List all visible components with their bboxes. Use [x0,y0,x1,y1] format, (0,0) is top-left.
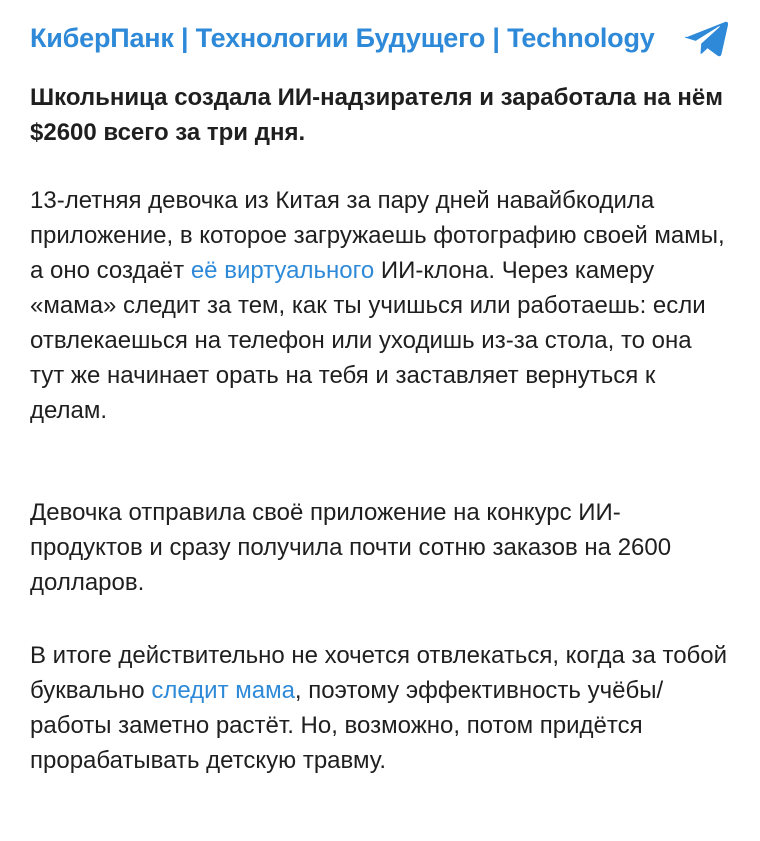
post-paragraph-1 [30,183,730,428]
post-header [30,18,730,58]
post-paragraph-3 [30,638,730,778]
channel-name[interactable]: КиберПанк | Технологии Будущего | Technology [30,23,655,53]
telegram-icon-svg [684,18,730,60]
post-title: Школьница создала ИИ-надзирателя и заработала на нём $2600 всего за три дня. [30,84,723,146]
p1-text-start: 13-летняя девочка из Китая за пару дней навайбкодила приложение, в которое загружаешь фотографию своей мамы, а оно создаёт [30,187,725,284]
virtual-link[interactable]: её виртуального [190,257,375,284]
p3-text-start: В итоге действительно не хочется отвлекаться, когда за тобой буквально [30,642,728,704]
p1-text-end: ИИ-клона. Через камеру «мама» следит за тем, как ты учишься или работаешь: если отвлекаешься на телефон или уходишь из-за стола, то она тут же начинает орать на тебя и заставляет вернуться к делам. [30,257,706,424]
mom-watching-link[interactable]: следит мама [151,677,295,704]
p3-text-end: , поэтому эффективность учёбы/работы заметно растёт. Но, возможно, потом придётся прорабатывать детскую травму. [30,677,664,774]
post-paragraph-2: Девочка отправила своё приложение на конкурс ИИ-продуктов и сразу получила почти сотню заказов на 2600 долларов. [30,499,672,596]
telegram-icon[interactable] [684,18,730,60]
